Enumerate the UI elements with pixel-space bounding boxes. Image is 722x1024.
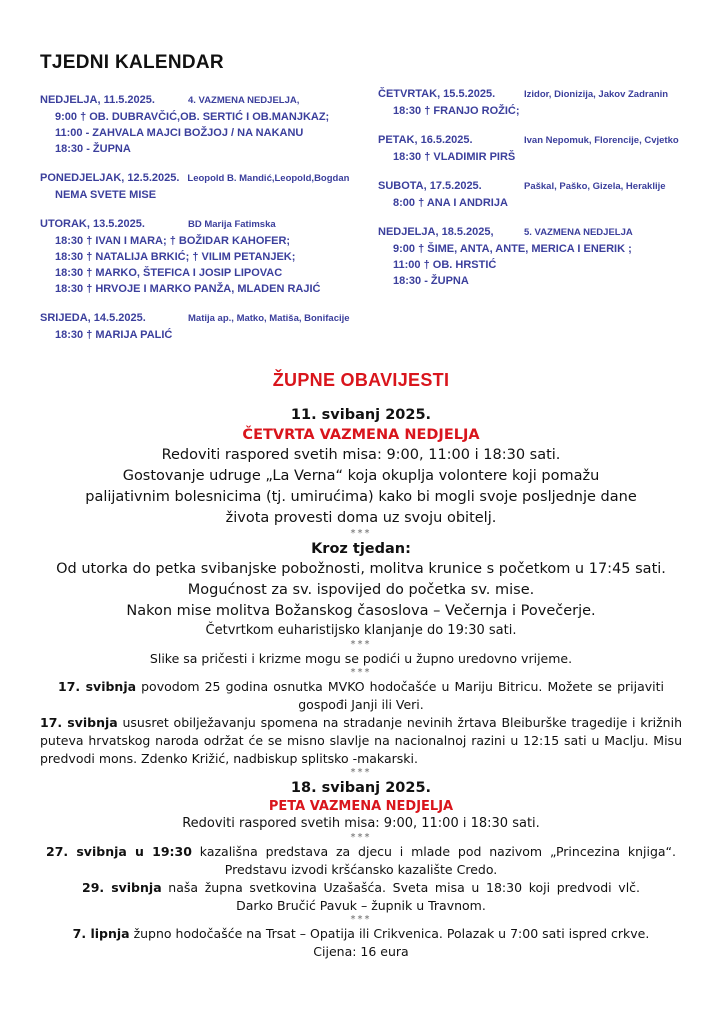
mass-schedule: Redoviti raspored svetih misa: 9:00, 11:00 i 18:30 sati. <box>161 447 561 463</box>
photos-notice: Slike sa pričesti i krizme mogu se podići u župno uredovno vrijeme. <box>149 651 573 666</box>
mass-line: 18:30 † FRANJO ROŽIĆ; <box>393 105 520 117</box>
mass-line: 18:30 † MARKO, ŠTEFICA I JOSIP LIPOVAC <box>55 267 283 279</box>
bleiburg-notice <box>20 714 702 768</box>
sunday-name: ČETVRTA VAZMENA NEDJELJA <box>242 427 480 443</box>
sunday-name: PETA VAZMENA NEDJELJA <box>268 799 454 814</box>
mass-line: NEMA SVETE MISE <box>55 189 157 201</box>
day-saints: Paškal, Paško, Gizela, Heraklije <box>524 181 666 192</box>
notice-text: naša župna svetkovina Uzašašća. Sveta misa u 18:30 koji predvodi vlč. Darko Bručić Pavuk – župnik u Travnom. <box>161 880 641 913</box>
calendar-day <box>378 86 708 119</box>
day-date: UTORAK, 13.5.2025. <box>40 218 145 230</box>
mass-line: 9:00 † ŠIME, ANTA, ANTE, MERICA I ENERIK ; <box>393 243 632 255</box>
calendar-title: TJEDNI KALENDAR <box>40 52 224 73</box>
mass-line: 18:30 † IVAN I MARA; † BOŽIDAR KAHOFER; <box>55 235 291 247</box>
calendar-day <box>378 178 708 211</box>
week-notice: Mogućnost za sv. ispovijed do početka sv. mise. <box>187 582 535 598</box>
mass-line: 18:30 - ŽUPNA <box>393 275 469 287</box>
notice-text: ususret obilježavanju spomena na stradanje nevinih žrtava Bleiburške tragedije i križnih puteva hrvatskog naroda održat će se misno slavlje na nacionalnoj razini u 12:15 sati u Maclju. Misu predvodi mons. Zdenko Križić, nadbiskup splitsko -makarski. <box>40 715 683 766</box>
notice-highlight: 7. lipnja <box>72 926 130 941</box>
calendar-day <box>40 92 370 157</box>
notice-date: 11. svibanj 2025. <box>290 407 432 423</box>
laverna-notice: Gostovanje udruge „La Verna“ koja okuplja volontere koji pomažu palijativnim bolesnicima (tj. umirućima) kako bi mogli svoje posljednje dane života provesti doma uz svoju obitelj. <box>85 468 637 526</box>
notice-text: kazališna predstava za djecu i mlade pod nazivom „Princezina knjiga“. Predstavu izvodi kršćansko kazalište Credo. <box>191 844 676 877</box>
day-date: ČETVRTAK, 15.5.2025. <box>378 88 496 100</box>
mvko-notice <box>20 678 702 714</box>
week-title: Kroz tjedan: <box>311 541 411 557</box>
separator: *** <box>350 639 372 650</box>
day-saints: 4. VAZMENA NEDJELJA, <box>188 95 300 106</box>
mass-line: 18:30 † VLADIMIR PIRŠ <box>393 151 516 163</box>
calendar-day <box>40 310 370 343</box>
mass-line: 18:30 † MARIJA PALIĆ <box>55 329 173 341</box>
week-notice: Od utorka do petka svibanjske pobožnosti, molitva krunice s početkom u 17:45 sati. <box>56 561 666 577</box>
day-saints: Leopold B. Mandić,Leopold,Bogdan <box>187 173 350 184</box>
separator: *** <box>350 767 372 778</box>
day-date: SUBOTA, 17.5.2025. <box>378 180 482 192</box>
notice-date: 18. svibanj 2025. <box>290 780 432 796</box>
mass-line: 18:30 - ŽUPNA <box>55 143 131 155</box>
parish-notices <box>20 370 702 961</box>
trip-price: Cijena: 16 eura <box>313 944 409 959</box>
day-saints: 5. VAZMENA NEDJELJA <box>524 227 633 238</box>
week-notice: Nakon mise molitva Božanskog časoslova – Večernja i Povečerje. <box>126 603 596 619</box>
day-saints: Izidor, Dionizija, Jakov Zadranin <box>524 89 669 100</box>
separator: *** <box>350 832 372 843</box>
mass-line: 18:30 † HRVOJE I MARKO PANŽA, MLADEN RAJIĆ <box>55 283 321 295</box>
day-saints: BD Marija Fatimska <box>188 219 276 230</box>
day-date: PONEDJELJAK, 12.5.2025. <box>40 172 180 184</box>
mass-schedule: Redoviti raspored svetih misa: 9:00, 11:00 i 18:30 sati. <box>182 816 540 831</box>
notices-title: ŽUPNE OBAVIJESTI <box>272 370 450 390</box>
mass-line: 11:00 - ZAHVALA MAJCI BOŽJOJ / NA NAKANU <box>55 127 304 139</box>
day-saints: Ivan Nepomuk, Florencije, Cvjetko <box>524 135 679 146</box>
separator: *** <box>350 914 372 925</box>
calendar-day <box>40 216 370 297</box>
separator: *** <box>350 528 372 539</box>
mass-line: 9:00 † OB. DUBRAVČIĆ,OB. SERTIĆ I OB.MANJKAZ; <box>55 111 330 123</box>
mass-line: 11:00 † OB. HRSTIĆ <box>393 259 497 271</box>
calendar-day <box>378 132 708 165</box>
week-notice: Četvrtkom euharistijsko klanjanje do 19:30 sati. <box>205 623 517 638</box>
day-date: NEDJELJA, 18.5.2025, <box>378 226 494 238</box>
day-date: PETAK, 16.5.2025. <box>378 134 473 146</box>
feast-notice <box>20 879 702 915</box>
notice-text: povodom 25 godina osnutka MVKO hodočašće u Mariju Bitricu. Možete se prijaviti gospođi Janji ili Veri. <box>136 679 665 712</box>
mass-line: 8:00 † ANA I ANDRIJA <box>393 197 508 209</box>
calendar-left-column <box>40 92 370 356</box>
day-date: SRIJEDA, 14.5.2025. <box>40 312 146 324</box>
notice-highlight: 17. svibnja <box>40 715 118 730</box>
day-date: NEDJELJA, 11.5.2025. <box>40 94 155 106</box>
notice-highlight: 27. svibnja u 19:30 <box>46 844 192 859</box>
separator: *** <box>350 667 372 678</box>
trip-notice <box>20 925 702 943</box>
notice-highlight: 29. svibnja <box>82 880 162 895</box>
notice-highlight: 17. svibnja <box>58 679 137 694</box>
calendar-right-column <box>378 86 708 302</box>
notice-text: župno hodočašće na Trsat – Opatija ili Crikvenica. Polazak u 7:00 sati ispred crkve. <box>129 926 650 941</box>
calendar-day <box>40 170 370 203</box>
theatre-notice <box>20 843 702 879</box>
mass-line: 18:30 † NATALIJA BRKIĆ; † VILIM PETANJEK; <box>55 251 296 263</box>
day-saints: Matija ap., Matko, Matiša, Bonifacije <box>188 313 350 324</box>
calendar-day <box>378 224 708 289</box>
